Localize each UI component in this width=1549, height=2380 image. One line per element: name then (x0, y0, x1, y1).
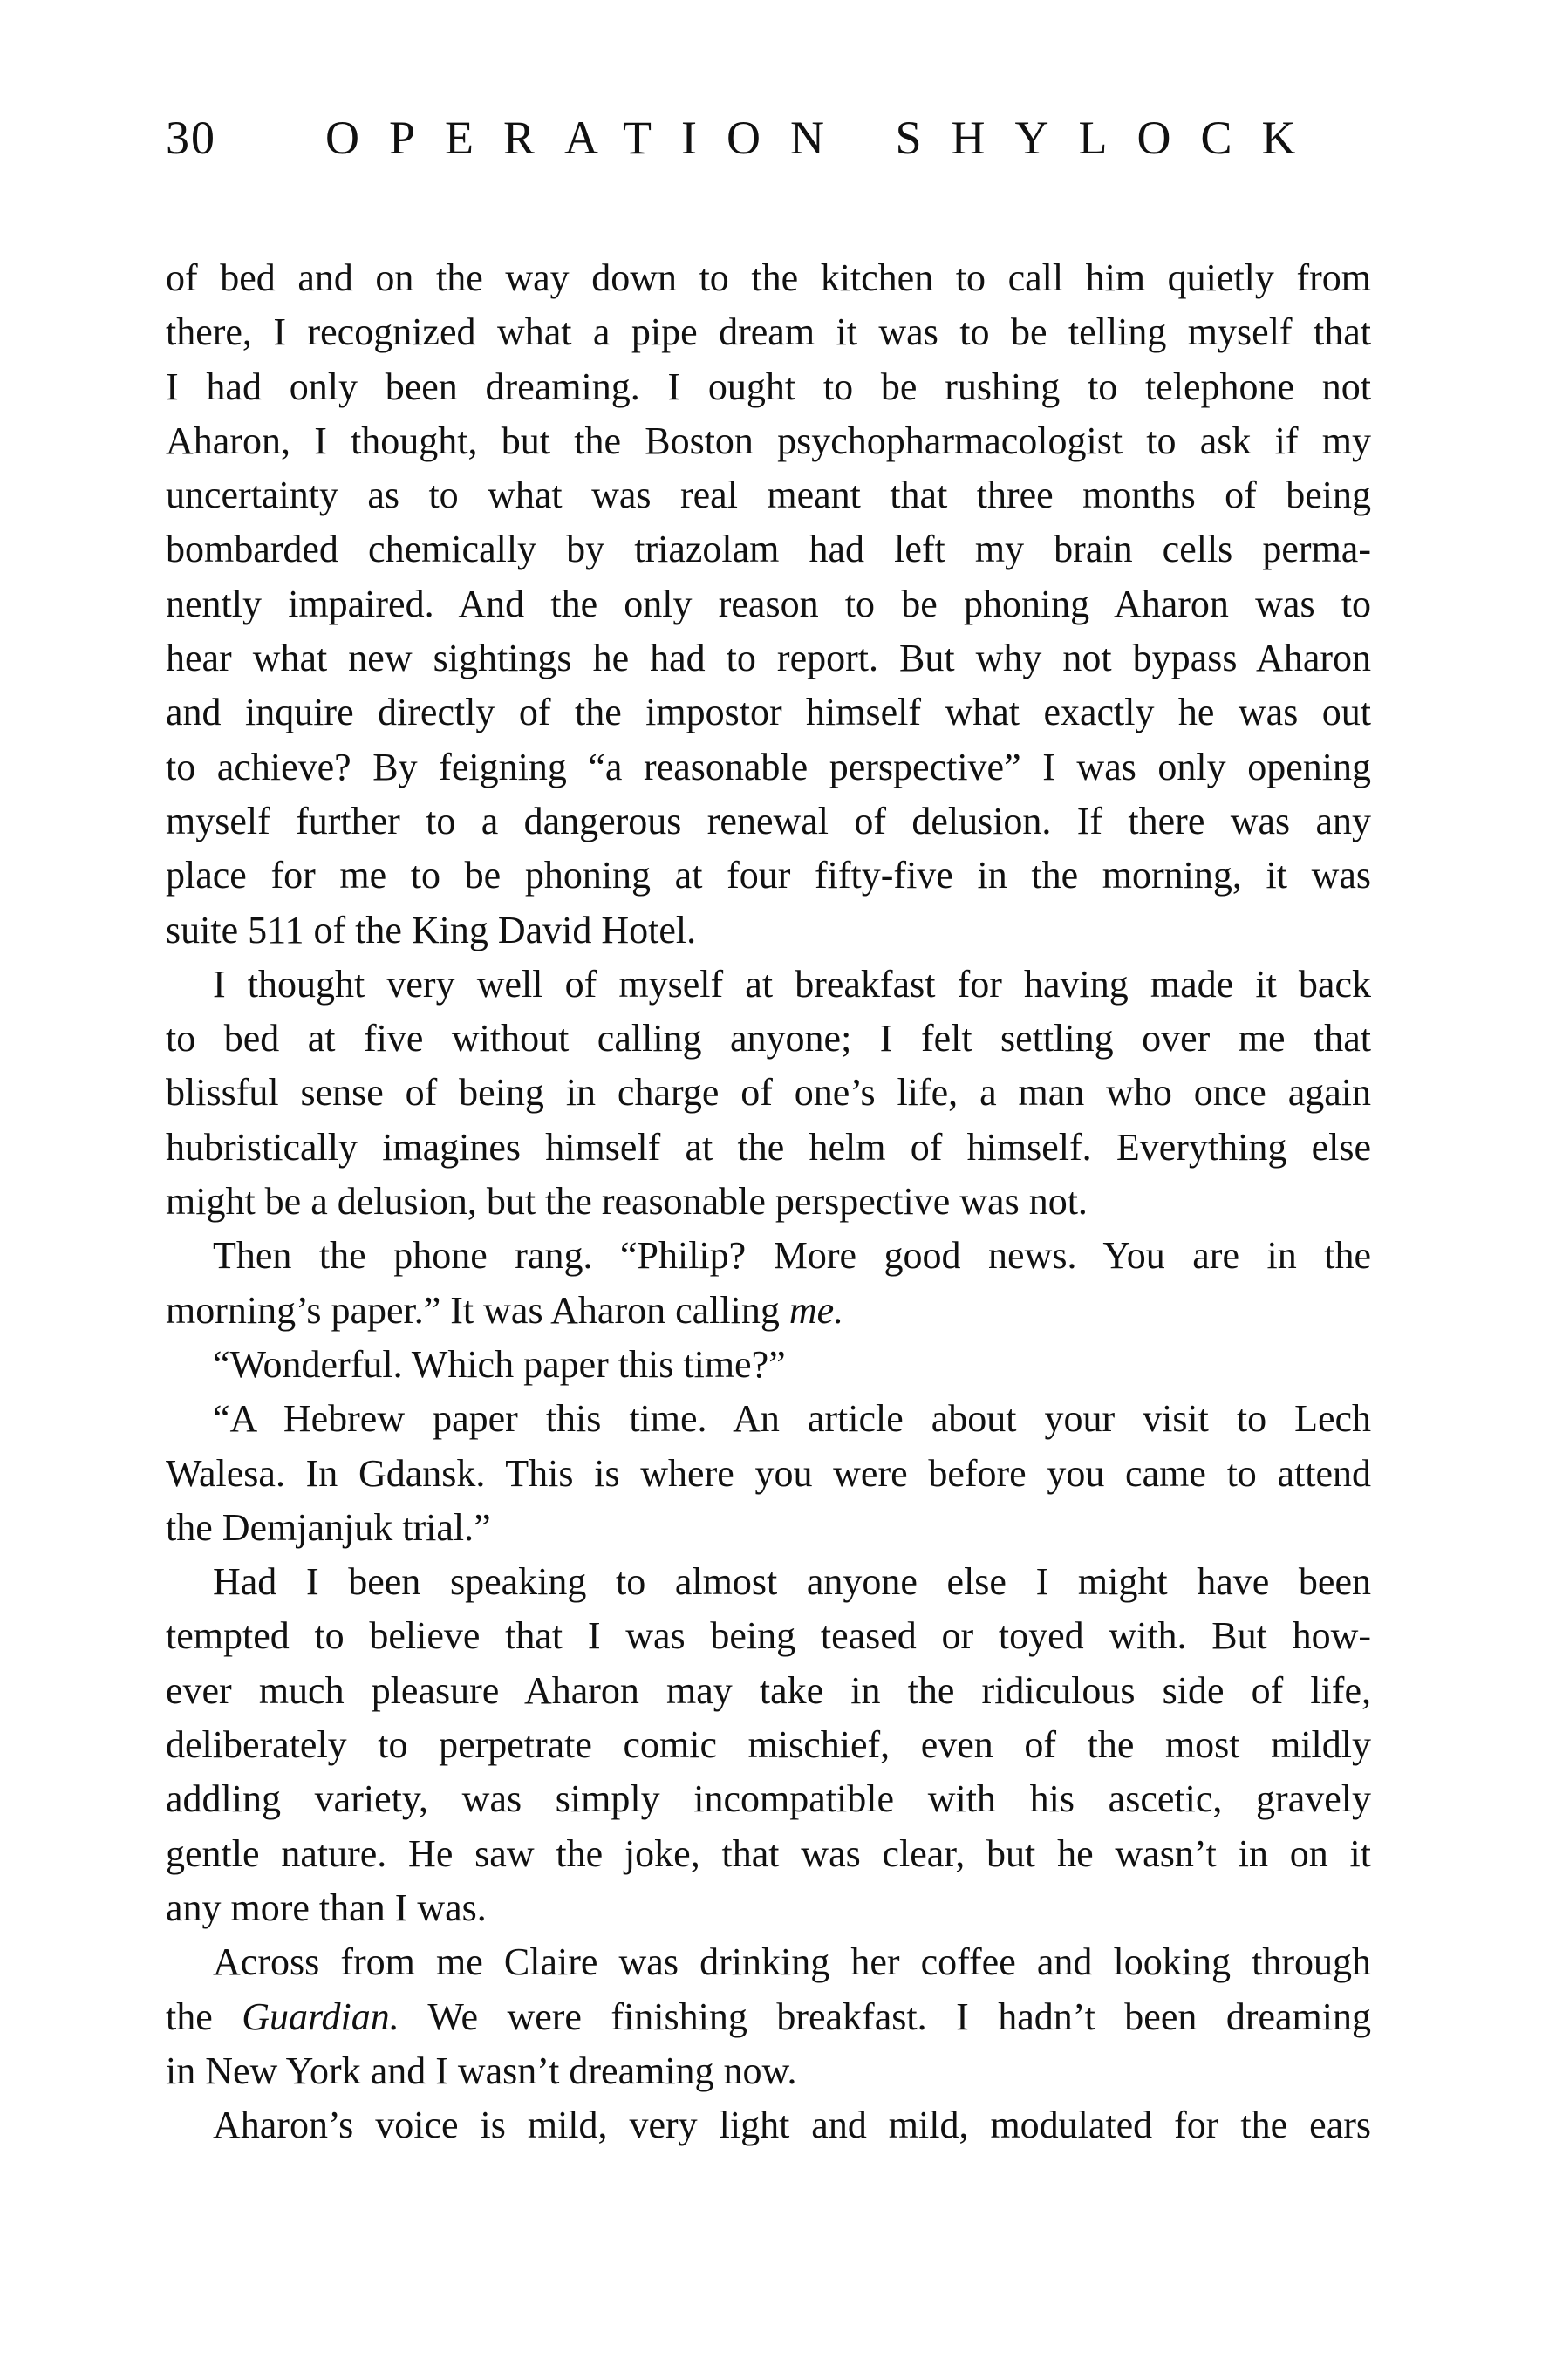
text-line-content: deliberately to perpetrate comic mischief, even of the most mildly (166, 1723, 1371, 1767)
text-line (166, 1881, 1371, 1935)
text-line (166, 904, 1371, 958)
text-line (166, 958, 1371, 1012)
text-line (166, 1338, 1371, 1392)
text-line (166, 251, 1371, 305)
text-line-content: Then the phone rang. “Philip? More good news. You are in the (213, 1234, 1371, 1278)
text-line-content: “Wonderful. Which paper this time?” (213, 1342, 786, 1386)
body-text (166, 251, 1371, 2152)
text-line-content: suite 511 of the King David Hotel. (166, 908, 697, 951)
text-line (166, 1447, 1371, 1501)
text-line (166, 1609, 1371, 1663)
text-line (166, 1664, 1371, 1718)
text-line (166, 1392, 1371, 1446)
page-number: 30 (166, 112, 216, 164)
text-line-content: to bed at five without calling anyone; I felt settling over me that (166, 1017, 1371, 1060)
text-line-content: nently impaired. And the only reason to be phoning Aharon was to (166, 582, 1371, 625)
text-line (166, 305, 1371, 359)
italic-emphasis: me. (788, 1288, 844, 1332)
text-line (166, 522, 1371, 576)
text-line (166, 1229, 1371, 1283)
text-line (166, 577, 1371, 631)
text-line-content: ever much pleasure Aharon may take in the ridiculous side of life, (166, 1668, 1371, 1712)
text-line-content: I thought very well of myself at breakfast for having made it back (213, 962, 1371, 1006)
text-line (166, 468, 1371, 522)
text-line (166, 414, 1371, 468)
text-line-content: tempted to believe that I was being teased or toyed with. But how- (166, 1614, 1371, 1658)
text-line (166, 1012, 1371, 1066)
text-line-content: of bed and on the way down to the kitchen to call him quietly from (166, 256, 1371, 299)
text-line (166, 1555, 1371, 1609)
text-line-content: any more than I was. (166, 1886, 487, 1929)
text-line-content: might be a delusion, but the reasonable perspective was not. (166, 1180, 1088, 1224)
text-line-content: Walesa. In Gdansk. This is where you were before you came to attend (166, 1451, 1371, 1495)
text-line (166, 794, 1371, 849)
text-line (166, 1284, 1371, 1338)
text-line-content: and inquire directly of the impostor himself what exactly he was out (166, 691, 1371, 734)
text-line-content: Aharon’s voice is mild, very light and mild, modulated for the ears (213, 2104, 1371, 2147)
text-line (166, 1066, 1371, 1120)
text-line (166, 1501, 1371, 1555)
text-line-content: in New York and I wasn’t dreaming now. (166, 2049, 797, 2092)
text-line-content: blissful sense of being in charge of one’s life, a man who once again (166, 1071, 1371, 1115)
text-line (166, 1718, 1371, 1772)
text-line-content: uncertainty as to what was real meant that three months of being (166, 474, 1371, 517)
text-line-content: myself further to a dangerous renewal of delusion. If there was any (166, 799, 1371, 842)
running-head: OPERATION SHYLOCK (325, 112, 1326, 164)
text-line-content: to achieve? By feigning “a reasonable perspective” I was only opening (166, 745, 1371, 788)
text-line-content: Aharon, I thought, but the Boston psychopharmacologist to ask if my (166, 419, 1371, 462)
text-line (166, 1175, 1371, 1229)
italic-title: Guardian. (242, 1995, 399, 2038)
text-line (166, 740, 1371, 794)
text-line-content: bombarded chemically by triazolam had left my brain cells perma- (166, 528, 1371, 571)
text-line-content: Across from me Claire was drinking her coffee and looking through (213, 1940, 1371, 1984)
text-line (166, 1121, 1371, 1175)
text-line (166, 631, 1371, 685)
text-line (166, 1772, 1371, 1826)
text-line-content: hear what new sightings he had to report. But why not bypass Aharon (166, 637, 1371, 680)
text-line-content: there, I recognized what a pipe dream it was to be telling myself that (166, 310, 1371, 354)
text-line (166, 685, 1371, 740)
text-line-content: the (166, 1995, 242, 2038)
text-line (166, 2044, 1371, 2098)
text-line (166, 2098, 1371, 2152)
text-line-content: Had I been speaking to almost anyone else I might have been (213, 1560, 1371, 1604)
page-header (166, 103, 1387, 173)
text-line (166, 1827, 1371, 1881)
text-line (166, 1990, 1371, 2044)
text-line-content: I had only been dreaming. I ought to be rushing to telephone not (166, 365, 1371, 408)
text-line-content: “A Hebrew paper this time. An article about your visit to Lech (213, 1397, 1371, 1441)
text-line-content: morning’s paper.” It was Aharon calling (166, 1288, 789, 1332)
text-line-content: place for me to be phoning at four fifty-five in the morning, it was (166, 854, 1371, 897)
text-line-continuation: We were finishing breakfast. I hadn’t been dreaming (399, 1995, 1371, 2038)
text-line-content: the Demjanjuk trial.” (166, 1505, 491, 1549)
text-line (166, 360, 1371, 414)
text-line (166, 849, 1371, 903)
text-line-content: gentle nature. He saw the joke, that was clear, but he wasn’t in on it (166, 1831, 1371, 1875)
text-line-content: hubristically imagines himself at the helm of himself. Everything else (166, 1125, 1371, 1169)
text-line (166, 1935, 1371, 1989)
text-line-content: addling variety, was simply incompatible with his ascetic, gravely (166, 1777, 1371, 1821)
